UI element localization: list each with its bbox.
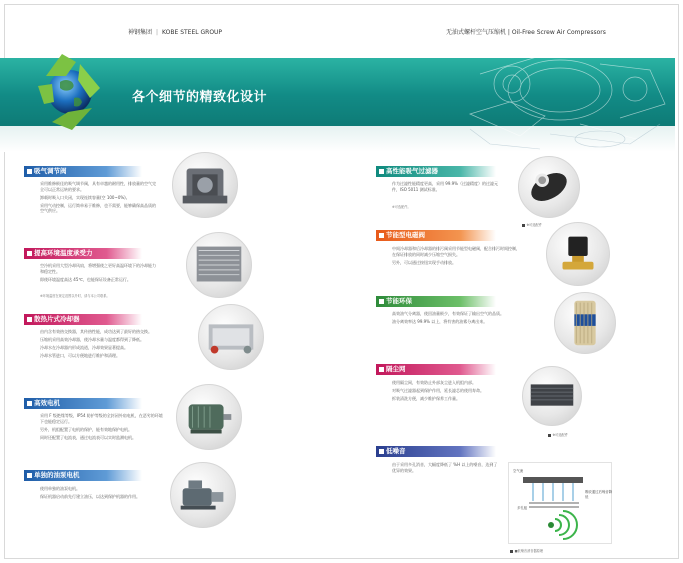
noise-side-text: 吸收通过后噪音降低 [585, 490, 613, 499]
intake-filter-caption: ※可选配件 [522, 222, 542, 227]
header-left: 神钢集团 | KOBE STEEL GROUP [128, 29, 223, 36]
intake-filter-photo [518, 156, 580, 218]
square-bullet-icon [379, 233, 384, 238]
dust-screen-caption: ※可选配件 [548, 432, 568, 437]
cooler-fan-photo [186, 232, 252, 298]
oil-separator-photo [554, 292, 616, 354]
section-title-oil-pump-motor: 单独的油泵电机 [24, 470, 142, 481]
compressor-sketch-image [450, 44, 675, 152]
noise-diagram-caption: ■低噪音消音器原理 [510, 548, 543, 553]
label-air-flow: 空气流 [513, 469, 524, 473]
oil-pump-motor-photo [170, 462, 236, 528]
solenoid-valve-photo [546, 222, 610, 286]
company-cn: 神钢集团 [128, 29, 153, 36]
section-title-motor: 高效电机 [24, 398, 142, 409]
intake-filter-note: ※可选配件。 [392, 205, 411, 209]
square-bullet-icon [379, 169, 384, 174]
section-text-solenoid-valve: 中间冷却器和后冷却器的排污阀采用节能型电磁阀，配合排污时间控制，在保证排放的同时减少压缩空气损失。 另外，可以通过按钮实现手动排放。 [392, 246, 520, 265]
section-text-fin-cooler: 由内含有效热交换器，其传热性能，成功达到了最好的热交换。 压缩机采用高效冷却器，使冷却水量与温度都得到了降低。 冷却水在冷却器内形成流道，冷却效果显著提高。 冷却水管进口，可以方便地进行维护和清理。 [40, 329, 152, 359]
section-text-eco: 高效油气分离器，使回油量极少，有效保证了输出空气的品质。 油分离效率达 99.9% 以上，将有害的油雾分离出来。 [392, 311, 504, 325]
square-bullet-icon [27, 251, 32, 256]
label-porous-plate: 多孔板 [517, 506, 528, 510]
section-text-low-noise: 由于采用多孔消音，大幅度降低了 %H 以上的噪音，达到了优异的效果。 [392, 462, 498, 473]
header-right: 无油式螺杆空气压缩机 | Oil-Free Screw Air Compressors [446, 29, 606, 36]
section-title-ambient-temp: 提高环境温度承受力 [24, 248, 142, 259]
motor-photo [176, 384, 242, 450]
section-text-oil-pump-motor: 使用单独的油泵电机。 保证机器启动前先行建立油压，以达到保护机器的作用。 [40, 486, 140, 500]
section-text-motor: 采用 F 级绝缘等级，IP54 防护等级的全封闭外扇电机，在恶劣的环境下也能稳定运行。 另外，机组配置了电机的保护，能有效地保护电机。 同时还配置了电流表，通过电流表可以实时监测电机。 [40, 413, 163, 440]
section-text-intake-valve: 采用维修极佳的吸气调节阀，具有卓越的耐用性，排放量的空气完全可以正常运转的要求。 卸载时吸入口关闭，实现连续容量(空 100~0%)。 采用气动控制，运行简单易于维修，也不需要，能够确保高品质的空气供应。 [40, 181, 156, 214]
product-cn: 无油式螺杆空气压缩机 [446, 29, 507, 36]
recycle-globe-logo [32, 46, 108, 134]
square-bullet-icon [27, 401, 32, 406]
section-title-intake-valve: 吸气调节阀 [24, 166, 142, 177]
noise-diagram-graphic [509, 463, 613, 545]
company-en: KOBE STEEL GROUP [162, 29, 223, 36]
section-text-ambient-temp: 空冷机采用大型冷却风扇，将增强使之更好高温环境下的冷却能力和稳定性。 即使环境温度高达 45℃，也能保证设备正常运行。 [40, 263, 156, 282]
ambient-temp-note: ※环境温度在规定范围以外时，请与本公司联系。 [40, 294, 110, 298]
page-title: 各个细节的精致化设计 [132, 90, 268, 105]
square-bullet-icon [379, 367, 384, 372]
square-bullet-icon [379, 449, 384, 454]
section-title-dust-screen: 隔尘网 [376, 364, 496, 375]
product-en: Oil-Free Screw Air Compressors [511, 29, 606, 36]
section-title-solenoid-valve: 节能型电磁阀 [376, 230, 496, 241]
section-title-eco: 节能环保 [376, 296, 496, 307]
dust-screen-photo [522, 366, 582, 426]
square-bullet-icon [27, 317, 32, 322]
section-text-dust-screen: 使用隔尘网，有效防止外部灰尘进入机组内部。 对吸气过滤器起到保护作用，延长滤芯的使用寿命。 拆装清洗方便，减少维护保养工作量。 [392, 380, 484, 402]
noise-diagram [508, 462, 612, 544]
square-bullet-icon [27, 473, 32, 478]
section-title-low-noise: 低噪音 [376, 446, 496, 457]
section-title-fin-cooler: 散热片式冷却器 [24, 314, 142, 325]
square-bullet-icon [379, 299, 384, 304]
square-bullet-icon [27, 169, 32, 174]
fin-cooler-photo [198, 304, 264, 370]
section-text-intake-filter: 作为过滤性能精度更高，采用 99.9%（过滤精度）的过滤元件，ISO 5011 测试标准。 [392, 181, 498, 192]
intake-valve-photo [172, 152, 238, 218]
section-title-intake-filter: 高性能吸气过滤器 [376, 166, 496, 177]
